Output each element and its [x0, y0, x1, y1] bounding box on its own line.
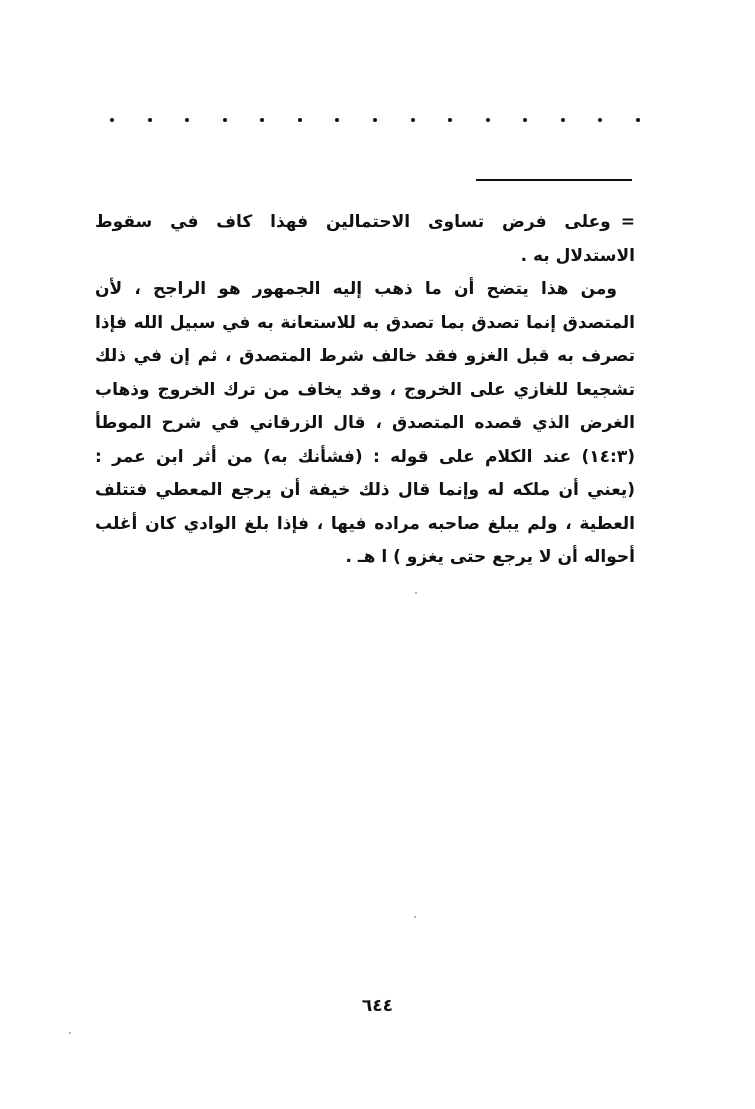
- separator-dot: [185, 118, 189, 122]
- scan-speck: [414, 916, 416, 918]
- separator-dot: [223, 118, 227, 122]
- separator-dot: [148, 118, 152, 122]
- separator-dot: [411, 118, 415, 122]
- scan-speck: [69, 1032, 71, 1034]
- footnote-first-line: [95, 206, 635, 273]
- footnote-rule: [476, 179, 632, 181]
- separator-dot: [561, 118, 565, 122]
- footnote-block: [95, 206, 635, 575]
- separator-dots: [110, 118, 640, 122]
- separator-dot: [598, 118, 602, 122]
- separator-dot: [335, 118, 339, 122]
- continuation-mark: =: [620, 212, 635, 232]
- separator-dot: [636, 118, 640, 122]
- separator-dot: [260, 118, 264, 122]
- scan-speck: [415, 592, 417, 594]
- page-number: ٦٤٤: [361, 996, 394, 1016]
- separator-dot: [110, 118, 114, 122]
- footnote-line-1: وعلى فرض تساوى الاحتمالين فهذا كاف في سقوط الاستدلال به .: [95, 212, 635, 266]
- footnote-paragraph: ومن هذا يتضح أن ما ذهب إليه الجمهور هو الراجح ، لأن المتصدق إنما تصدق بما تصدق به للاستعانة به في سبيل الله فإذا تصرف به قبل الغزو فقد خالف شرط المتصدق ، ثم إن في ذلك تشجيعا للغازي على الخروج ، وقد يخاف من ترك الخروج وذهاب الغرض الذي قصده المتصدق ، قال الزرقاني في شرح الموطأ (١٤:٣) عند الكلام على قوله : (فشأنك به) من أثر ابن عمر : (يعني أن ملكه له وإنما قال ذلك خيفة أن يرجع المعطي فتتلف العطية ، ولم يبلغ صاحبه مراده فيها ، فإذا بلغ الوادي كان أغلب أحواله أن لا يرجع حتى يغزو ) ا هـ .: [95, 279, 635, 567]
- separator-dot: [523, 118, 527, 122]
- separator-dot: [298, 118, 302, 122]
- separator-dot: [486, 118, 490, 122]
- separator-dot: [373, 118, 377, 122]
- separator-dot: [448, 118, 452, 122]
